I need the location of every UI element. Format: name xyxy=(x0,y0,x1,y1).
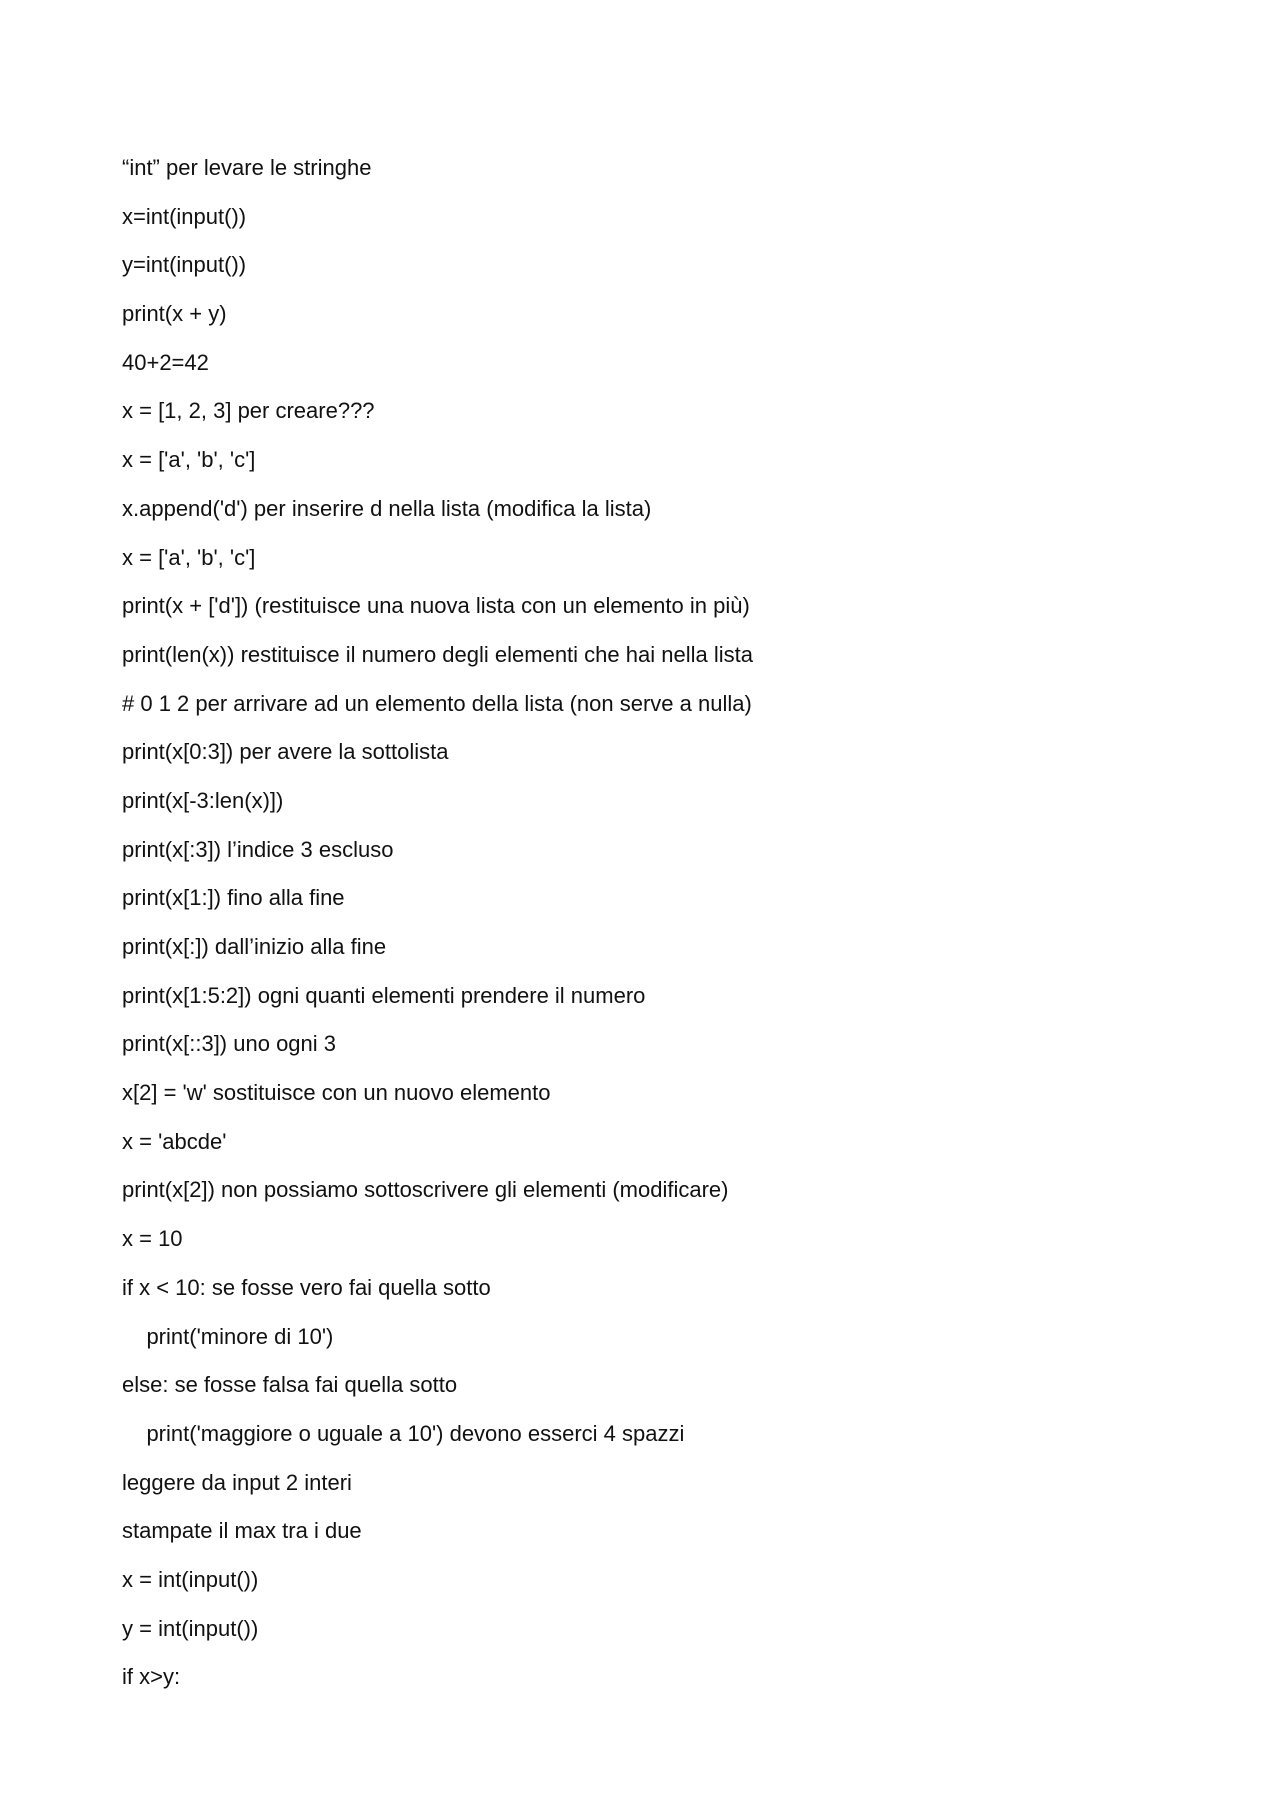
text-line: print(x[1:5:2]) ogni quanti elementi prendere il numero xyxy=(122,982,646,1008)
text-line: print(x + y) xyxy=(122,301,227,327)
text-line: leggere da input 2 interi xyxy=(122,1469,352,1495)
text-line: x = 10 xyxy=(122,1226,183,1252)
text-line: print(x[::3]) uno ogni 3 xyxy=(122,1031,337,1057)
text-line: print(x[1:]) fino alla fine xyxy=(122,885,345,911)
text-line: x = int(input()) xyxy=(122,1566,259,1592)
text-line: print(x[2]) non possiamo sottoscrivere gli elementi (modificare) xyxy=(122,1177,729,1203)
text-line: x.append('d') per inserire d nella lista (modifica la lista) xyxy=(122,495,652,521)
text-line: print(len(x)) restituisce il numero degli elementi che hai nella lista xyxy=(122,641,753,667)
text-line: “int” per levare le stringhe xyxy=(122,155,372,180)
text-line: print('maggiore o uguale a 10') devono esserci 4 spazzi xyxy=(122,1420,685,1446)
text-line: if x>y: xyxy=(122,1664,181,1690)
text-line: y = int(input()) xyxy=(122,1615,259,1641)
text-line: # 0 1 2 per arrivare ad un elemento della lista (non serve a nulla) xyxy=(122,690,752,716)
text-line: if x < 10: se fosse vero fai quella sotto xyxy=(122,1274,491,1300)
text-line: x=int(input()) xyxy=(122,203,247,229)
text-line: print('minore di 10') xyxy=(122,1323,334,1349)
text-line: print(x + ['d']) (restituisce una nuova lista con un elemento in più) xyxy=(122,593,750,619)
text-line: x = [1, 2, 3] per creare??? xyxy=(122,398,375,424)
document-body xyxy=(122,150,1172,1708)
text-line: print(x[-3:len(x)]) xyxy=(122,787,284,813)
text-line: x = 'abcde' xyxy=(122,1128,227,1154)
text-line: print(x[:3]) l’indice 3 escluso xyxy=(122,836,394,862)
text-line: y=int(input()) xyxy=(122,252,247,278)
text-line: x[2] = 'w' sostituisce con un nuovo elemento xyxy=(122,1080,551,1106)
text-line: 40+2=42 xyxy=(122,349,209,375)
text-line: print(x[:]) dall’inizio alla fine xyxy=(122,934,387,959)
text-line: stampate il max tra i due xyxy=(122,1518,362,1544)
text-line: x = ['a', 'b', 'c'] xyxy=(122,544,256,570)
text-line: x = ['a', 'b', 'c'] xyxy=(122,447,256,473)
text-line: print(x[0:3]) per avere la sottolista xyxy=(122,739,449,765)
text-line: else: se fosse falsa fai quella sotto xyxy=(122,1372,458,1398)
